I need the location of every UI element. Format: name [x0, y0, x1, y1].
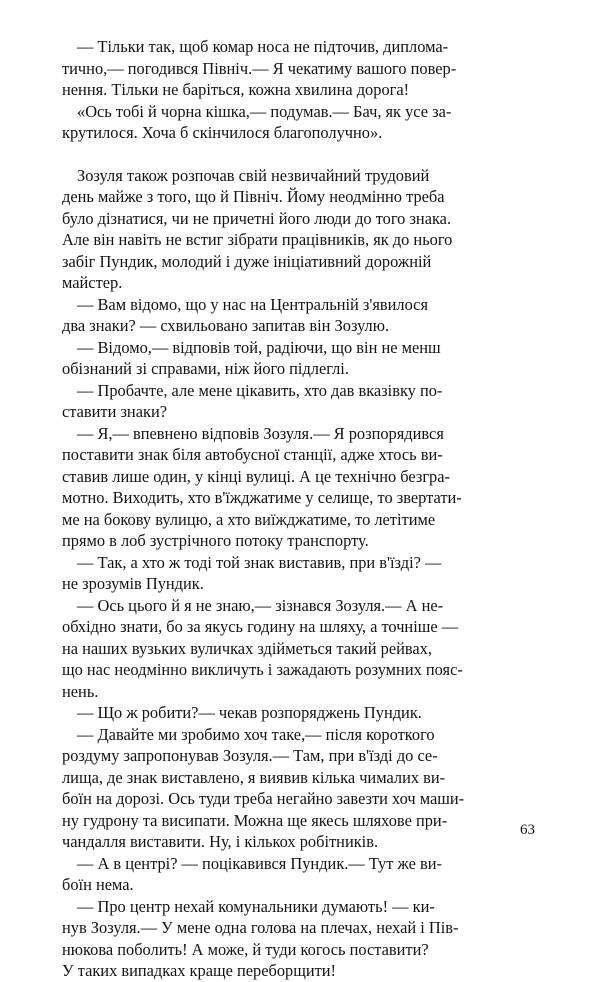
paragraph-13: — Про центр нехай комунальники думають! — ки- нув Зозуля.— У мене одна голова на плечах, нехай і Пів- нюкова поболить! А може, й туди когось поставити? У таких випадках краще переборщити!: [62, 896, 459, 980]
paragraph-1: — Тільки так, щоб комар носа не підточив, диплома- тично,— погодився Північ.— Я чекатиму вашого повер- нення. Тільки не баріться, кожна хвилина дорога!: [62, 37, 457, 99]
page-number: 63: [520, 822, 535, 838]
paragraph-11: — Давайте ми зробимо хоч таке,— після короткого роздуму запропонував Зозуля.— Там, при в'їзді до се- лища, де знак виставлено, я виявив кілька чималих ви- боїн на дорозі. Ось туди треба негайно завезти хоч маши- ну гудрону та висипати. Можна ще якесь шляхове при- чандалля виставити. Ну, і кількох робітників.: [62, 724, 465, 851]
paragraph-7: — Я,— впевнено відповів Зозуля.— Я розпорядився поставити знак біля автобусної станції, адже хтось ви- ставив лише один, у кінці вулиці. А це технічно безгра- мотно. Виходить, хто в'їжджатиме у селище, то звертати- ме на бокову вулицю, а хто виїжджатиме, то летітиме прямо в лоб зустрічного потоку транспорту.: [62, 423, 462, 550]
paragraph-9: — Ось цього й я не знаю,— зізнався Зозуля.— А не- обхідно знати, бо за якусь годину на шляху, а точніше — на наших вузьких вуличках здійметься такий рейвах, що нас неодмінно викличуть і зажадають розумних пояс- нень.: [62, 595, 463, 701]
paragraph-10: — Що ж робити?— чекав розпоряджень Пундик.: [77, 703, 422, 722]
paragraph-5: — Відомо,— відповів той, радіючи, що він не менш обізнаний зі справами, ніж його підлеглі.: [62, 337, 441, 378]
paragraph-2: «Ось тобі й чорна кішка,— подумав.— Бач, як усе за- крутилося. Хоча б скінчилося благополучно».: [62, 101, 452, 142]
paragraph-3: Зозуля також розпочав свій незвичайний трудовий день майже з того, що й Північ. Йому неодмінно треба було дізнатися, чи не причетні його люди до того знака. Але він навіть не встиг зібрати працівників, як до нього забіг Пундик, молодий і дуже ініціативний дорожній майстер.: [62, 165, 453, 292]
paragraph-8: — Так, а хто ж тоді той знак виставив, при в'їзді? — не зрозумів Пундик.: [62, 552, 442, 593]
paragraph-4: — Вам відомо, що у нас на Центральній з'явилося два знаки? — схвильовано запитав він Зозулю.: [62, 294, 428, 335]
paragraph-12: — А в центрі? — поцікавився Пундик.— Тут же ви- боїн нема.: [62, 853, 442, 894]
page-text-column: [62, 36, 542, 982]
paragraph-6: — Пробачте, але мене цікавить, хто дав вказівку по- ставити знаки?: [62, 380, 443, 421]
